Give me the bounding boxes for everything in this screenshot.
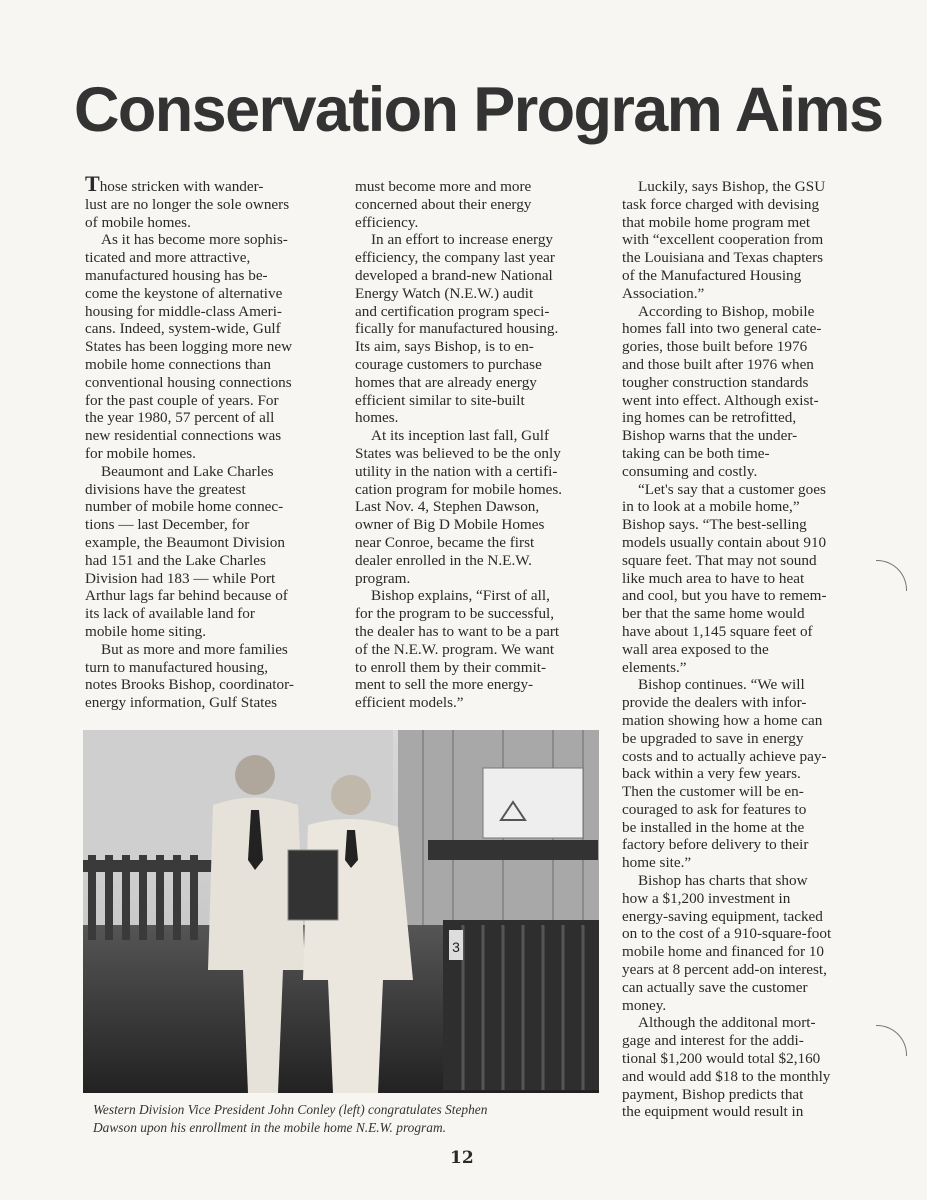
text-line: Luckily, says Bishop, the GSU: [638, 178, 826, 195]
text-line: the Louisiana and Texas chapters: [622, 249, 824, 267]
text-line: turn to manufactured housing,: [85, 658, 269, 676]
text-line: task force charged with devising: [622, 195, 820, 213]
text-line: Division had 183 — while Port: [85, 569, 276, 587]
text-line: courage customers to purchase: [355, 355, 542, 373]
text-line: and would add $18 to the monthly: [622, 1067, 831, 1085]
text-line: “Let's say that a customer goes: [638, 480, 826, 498]
text-line: to enroll them by their commit-: [355, 658, 547, 676]
text-line: gage and interest for the addi-: [622, 1032, 804, 1050]
text-line: of the N.E.W. program. We want: [355, 640, 555, 658]
text-line: on to the cost of a 910-square-foot: [622, 925, 832, 943]
text-line: mobile home connections than: [85, 355, 272, 373]
text-line: Then the customer will be en-: [622, 783, 804, 801]
fence-sign-number: 3: [452, 939, 460, 955]
text-line: went into effect. Although exist-: [622, 391, 819, 409]
text-line: Arthur lags far behind because of: [85, 587, 288, 605]
text-line: factory before delivery to their: [622, 836, 809, 854]
text-line: must become more and more: [355, 178, 532, 195]
headline-container: [74, 70, 906, 150]
text-line: money.: [622, 996, 667, 1014]
text-line: Its aim, says Bishop, is to en-: [355, 338, 534, 356]
text-line: dealer enrolled in the N.E.W.: [355, 551, 532, 569]
text-line: efficient similar to site-built: [355, 391, 525, 409]
text-line: lust are no longer the sole owners: [85, 195, 290, 213]
text-line: fically for manufactured housing.: [355, 320, 559, 338]
text-line: States has been logging more new: [85, 338, 293, 356]
text-line: example, the Beaumont Division: [85, 533, 285, 551]
text-line: ber that the same home would: [622, 605, 805, 623]
text-line: Last Nov. 4, Stephen Dawson,: [355, 498, 540, 516]
text-line: utility in the nation with a certifi-: [355, 462, 558, 480]
text-line: cation program for mobile homes.: [355, 480, 563, 498]
text-line: mobile home siting.: [85, 622, 207, 640]
photo-caption: [93, 1101, 593, 1137]
text-line: of the Manufactured Housing: [622, 266, 802, 284]
text-line: Association.”: [622, 284, 705, 302]
text-line: Bishop says. “The best-selling: [622, 516, 807, 534]
text-line: Although the additonal mort-: [638, 1014, 816, 1032]
text-line: energy information, Gulf States: [85, 694, 278, 712]
text-line: homes fall into two general cate-: [622, 320, 822, 338]
scan-edge-mark: [876, 560, 907, 591]
text-line: Bishop explains, “First of all,: [371, 587, 550, 605]
text-line: provide the dealers with infor-: [622, 694, 807, 712]
text-line: tions — last December, for: [85, 516, 250, 534]
scan-edge-mark: [876, 1025, 907, 1056]
text-line: program.: [355, 569, 411, 587]
text-line: for the program to be successful,: [355, 605, 555, 623]
text-line: be upgraded to save in energy: [622, 729, 804, 747]
text-line: how a $1,200 investment in: [622, 889, 791, 907]
text-line: couraged to ask for features to: [622, 800, 807, 818]
caption-line: Dawson upon his enrollment in the mobile home N.E.W. program.: [93, 1120, 446, 1135]
text-line: According to Bishop, mobile: [638, 302, 815, 320]
text-line: conventional housing connections: [85, 373, 292, 391]
text-line: efficiency, the company last year: [355, 249, 555, 267]
text-line: ment to sell the more energy-: [355, 676, 534, 694]
article-column-3: [622, 178, 872, 1121]
text-line: efficiency.: [355, 213, 419, 231]
text-line: its lack of available land for: [85, 605, 255, 623]
page-title: Conservation Program Aims: [74, 75, 883, 145]
text-line: tougher construction standards: [622, 373, 809, 391]
text-line: divisions have the greatest: [85, 480, 246, 498]
text-line: in to look at a mobile home,”: [622, 498, 800, 516]
text-line: homes that are already energy: [355, 373, 537, 391]
text-line: for mobile homes.: [85, 444, 196, 462]
page-number: 12: [450, 1148, 474, 1168]
text-line: Bishop continues. “We will: [638, 676, 805, 694]
text-line: models usually contain about 910: [622, 533, 827, 551]
text-line: States was believed to be the only: [355, 444, 561, 462]
text-line: the year 1980, 57 percent of all: [85, 409, 275, 427]
text-line: Bishop has charts that show: [638, 872, 808, 890]
text-line: costs and to actually achieve pay-: [622, 747, 827, 765]
text-line: can actually save the customer: [622, 978, 808, 996]
text-line: tional $1,200 would total $2,160: [622, 1050, 821, 1068]
text-line: consuming and costly.: [622, 462, 758, 480]
text-line: for the past couple of years. For: [85, 391, 279, 409]
certificate-plaque: [288, 850, 338, 920]
text-line: housing for middle-class Ameri-: [85, 302, 282, 320]
caption-line: Western Division Vice President John Conley (left) congratulates Stephen: [93, 1102, 488, 1117]
picket-fence-right: [443, 920, 599, 1090]
text-line: like much area to have to heat: [622, 569, 805, 587]
text-line: Bishop warns that the under-: [622, 427, 798, 445]
text-line: efficient models.”: [355, 694, 464, 712]
text-line: At its inception last fall, Gulf: [371, 427, 550, 445]
article-column-2: [355, 178, 605, 712]
text-line: mobile home and financed for 10: [622, 943, 825, 961]
text-line: ing homes can be retrofitted,: [622, 409, 797, 427]
text-line: number of mobile home connec-: [85, 498, 284, 516]
text-line: gories, those built before 1976: [622, 338, 808, 356]
text-line: wall area exposed to the: [622, 640, 769, 658]
text-line: come the keystone of alternative: [85, 284, 283, 302]
text-line: mation showing how a home can: [622, 711, 823, 729]
photo-illustration: [83, 730, 599, 1093]
article-column-1: [85, 171, 335, 712]
text-line: new residential connections was: [85, 427, 282, 445]
text-line: owner of Big D Mobile Homes: [355, 516, 545, 534]
text-line: notes Brooks Bishop, coordinator-: [85, 676, 294, 694]
text-line: payment, Bishop predicts that: [622, 1085, 804, 1103]
text-line: developed a brand-new National: [355, 266, 553, 284]
text-line: square feet. That may not sound: [622, 551, 817, 569]
text-line: with “excellent cooperation from: [622, 231, 824, 249]
text-line: years at 8 percent add-on interest,: [622, 961, 827, 979]
text-line: and cool, but you have to remem-: [622, 587, 827, 605]
text-line: energy-saving equipment, tacked: [622, 907, 823, 925]
text-line: near Conroe, became the first: [355, 533, 535, 551]
text-line: ticated and more attractive,: [85, 249, 251, 267]
text-line: the dealer has to want to be a part: [355, 622, 560, 640]
text-line: In an effort to increase energy: [371, 231, 554, 249]
text-line: manufactured housing has be-: [85, 266, 268, 284]
text-line: and those built after 1976 when: [622, 355, 814, 373]
text-line: Energy Watch (N.E.W.) audit: [355, 284, 534, 302]
article-photo: [83, 730, 599, 1093]
text-line: Beaumont and Lake Charles: [101, 462, 274, 480]
text-line: cans. Indeed, system-wide, Gulf: [85, 320, 281, 338]
text-line: home site.”: [622, 854, 692, 872]
text-line: elements.”: [622, 658, 687, 676]
text-line: concerned about their energy: [355, 195, 532, 213]
text-line: have about 1,145 square feet of: [622, 622, 813, 640]
text-line: back within a very few years.: [622, 765, 801, 783]
text-line: had 151 and the Lake Charles: [85, 551, 266, 569]
text-line: and certification program speci-: [355, 302, 550, 320]
text-line: As it has become more sophis-: [101, 231, 288, 249]
new-program-sign: [483, 768, 583, 838]
text-line: be installed in the home at the: [622, 818, 805, 836]
text-line: homes.: [355, 409, 399, 427]
drop-cap: T: [85, 171, 100, 196]
text-line: the equipment would result in: [622, 1103, 804, 1121]
text-line: that mobile home program met: [622, 213, 811, 231]
text-line: taking can be both time-: [622, 444, 770, 462]
text-line: of mobile homes.: [85, 213, 191, 231]
text-line: But as more and more families: [101, 640, 288, 658]
text-line: Those stricken with wander-: [85, 171, 264, 196]
